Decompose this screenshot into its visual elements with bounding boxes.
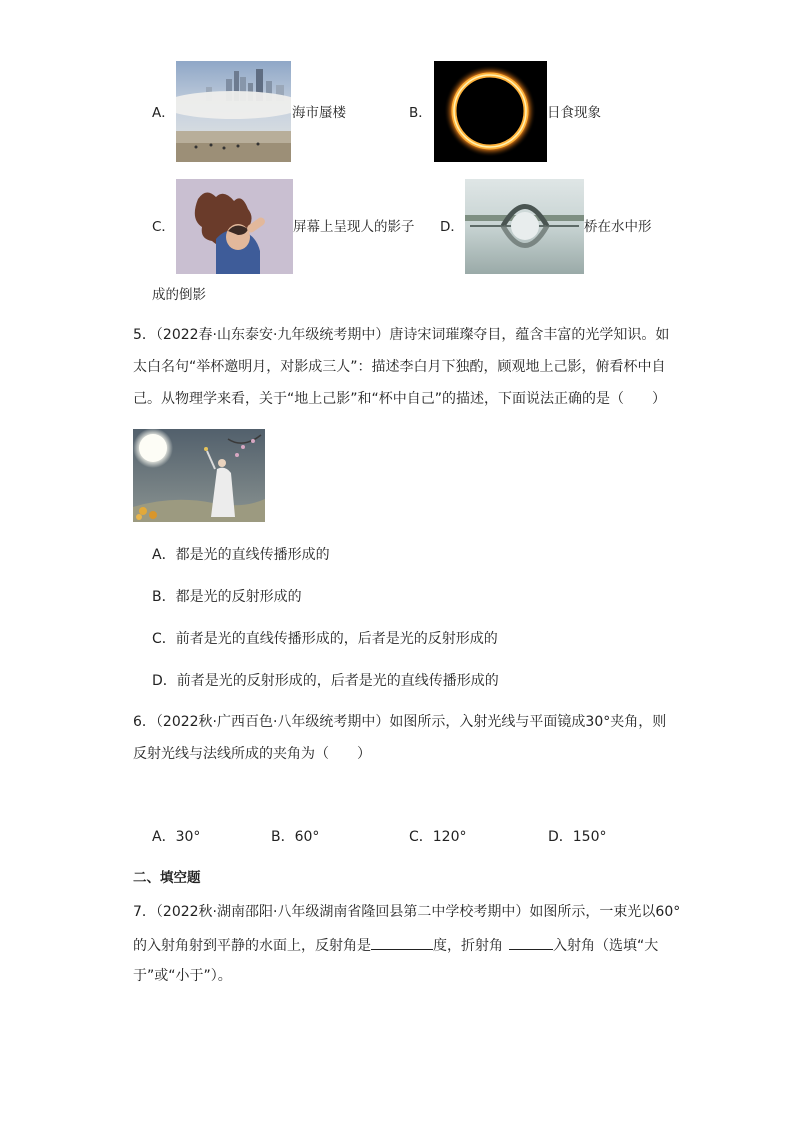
q4-option-d-caption: 桥在水中形	[584, 219, 652, 235]
q4-option-b-caption: 日食现象	[547, 105, 601, 121]
q6-line-1: 6．（2022秋·广西百色·八年级统考期中）如图所示，入射光线与平面镜成30°夹角，则	[133, 714, 667, 730]
q7-line-2	[133, 935, 658, 955]
q7-line-2-part-c: 入射角（选填“大	[553, 938, 659, 954]
q7-line-3: 于”或“小于”）。	[133, 968, 232, 984]
q4-option-b-letter: B．	[409, 105, 432, 121]
shadow-play-image	[176, 179, 293, 274]
bridge-reflection-image	[465, 179, 584, 274]
q4-option-a-caption: 海市蜃楼	[292, 105, 346, 121]
q7-blank-refraction-comparison[interactable]	[509, 935, 553, 950]
q5-option-a: A．都是光的直线传播形成的	[152, 547, 330, 563]
section-title-fill-in: 二、填空题	[133, 870, 201, 886]
q5-line-3: 己。从物理学来看，关于“地上己影”和“杯中自己”的描述，下面说法正确的是（ ）	[133, 391, 667, 407]
q6-line-2: 反射光线与法线所成的夹角为（ ）	[133, 746, 371, 762]
q4-option-c-letter: C．	[152, 219, 175, 235]
q4-option-c-caption: 屏幕上呈现人的影子	[293, 219, 415, 235]
q6-option-c: C．120°	[409, 829, 467, 845]
mirage-image	[176, 61, 291, 162]
q7-line-2-part-b: 度，折射角	[433, 938, 503, 954]
q5-option-b: B．都是光的反射形成的	[152, 589, 302, 605]
q4-option-d-letter: D．	[440, 219, 464, 235]
q6-option-d: D．150°	[548, 829, 607, 845]
q7-line-2-part-a: 的入射角射到平静的水面上，反射角是	[133, 938, 371, 954]
q5-option-d: D．前者是光的反射形成的，后者是光的直线传播形成的	[152, 673, 499, 689]
q6-option-a: A．30°	[152, 829, 201, 845]
q6-option-b: B．60°	[271, 829, 320, 845]
li-bai-moon-image	[133, 429, 265, 522]
q7-line-1: 7．（2022秋·湖南邵阳·八年级湖南省隆回县第二中学校考期中）如图所示，一束光以60°	[133, 904, 681, 920]
q5-line-2: 太白名句“举杯邀明月，对影成三人”：描述李白月下独酌，顾观地上己影，俯看杯中自	[133, 359, 666, 375]
q4-option-a-letter: A．	[152, 105, 175, 121]
q4-option-d-caption-cont: 成的倒影	[152, 287, 206, 303]
solar-eclipse-image	[434, 61, 547, 162]
q5-line-1: 5．（2022春·山东泰安·九年级统考期中）唐诗宋词璀璨夺目，蕴含丰富的光学知识。如	[133, 327, 670, 343]
q5-option-c: C．前者是光的直线传播形成的，后者是光的反射形成的	[152, 631, 498, 647]
q7-blank-reflection-angle[interactable]	[371, 935, 433, 950]
